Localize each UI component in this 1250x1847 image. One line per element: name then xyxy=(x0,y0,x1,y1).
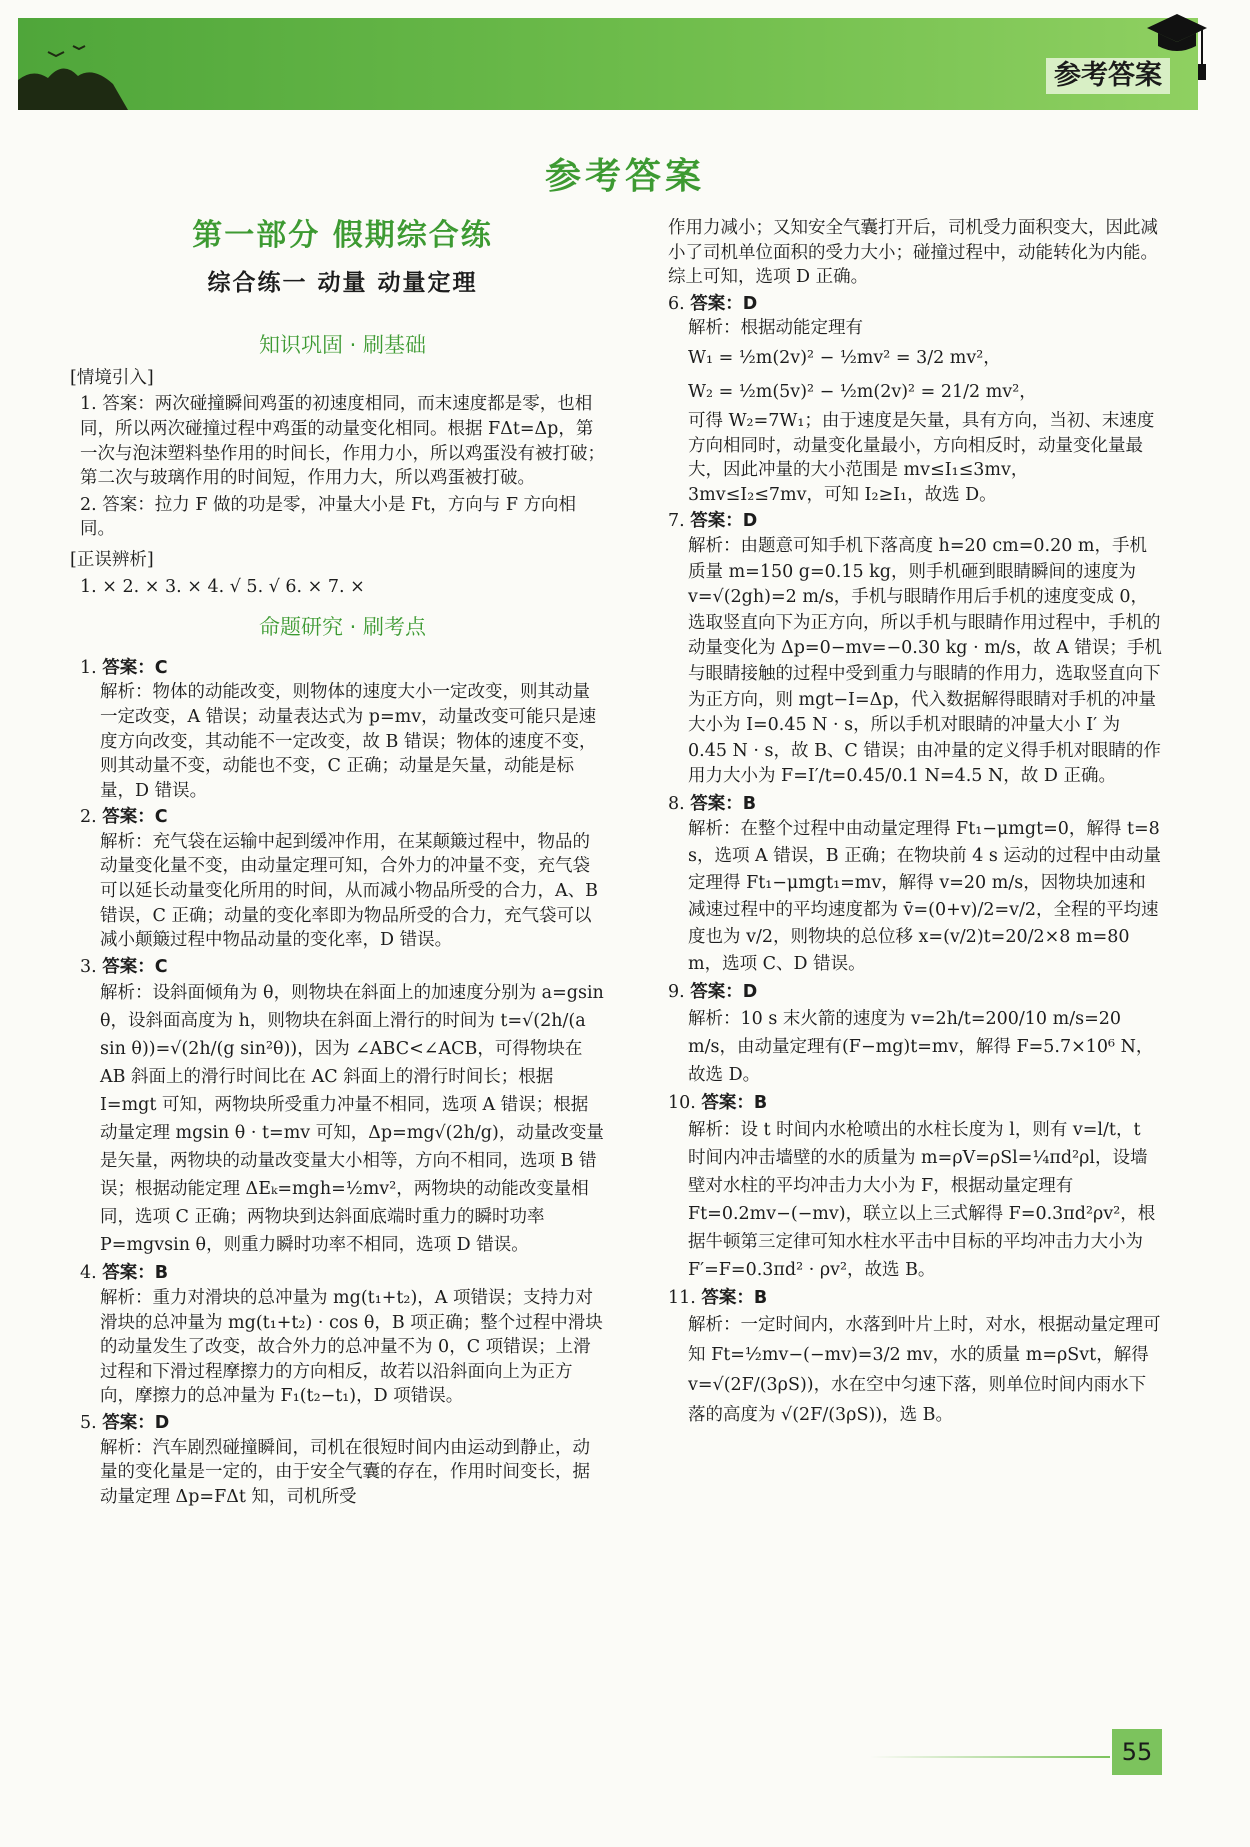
answer-item xyxy=(80,656,605,804)
answer-item xyxy=(80,955,605,1260)
answer-item xyxy=(668,980,1163,1089)
item-number: 4. xyxy=(80,1263,97,1284)
formula-w1: W₁ = ½m(2v)² − ½mv² = 3/2 mv²， xyxy=(688,347,1001,368)
explanation: 解析：设斜面倾角为 θ，则物块在斜面上的加速度分别为 a=gsin θ，设斜面高度为 h，则物块在斜面上滑行的时间为 t=√(2h/(a sin θ))=√(2h/(g sin²θ))，因为 ∠ABC<∠ACB，可得物块在 AB 斜面上的滑行时间比在 AC 斜面上的滑行时间长；根据 I=mgt 可知，两物块所受重力冲量不相同，选项 A 错误；根据动量定理 mgsin θ · t=mv 可知，Δp=mg√(2h/g)，动量改变量是矢量，两物块的动量改变量大小相等，方向不相同，选项 B 错误；根据动能定理 ΔEₖ=mgh=½mv²，两物块的动能改变量相同，选项 C 正确；两物块到达斜面底端时重力的瞬时功率 P=mgvsin θ，则重力瞬时功率不相同，选项 D 错误。 xyxy=(100,983,604,1256)
item-number: 10. xyxy=(668,1093,696,1114)
answer-item xyxy=(668,509,1163,790)
footer-rule xyxy=(870,1756,1110,1758)
left-column xyxy=(70,216,605,1511)
answer-label: 答案：D xyxy=(690,982,758,1003)
answer-label: 答案：B xyxy=(102,1263,169,1284)
answer-item xyxy=(668,792,1163,979)
page-title: 参考答案 xyxy=(544,155,705,197)
explanation: 解析：汽车剧烈碰撞瞬间，司机在很短时间内由运动到静止，动量的变化量是一定的，由于安全气囊的存在，作用时间变长，据动量定理 Δp=FΔt 知，司机所受 xyxy=(100,1437,590,1507)
item-number: 9. xyxy=(668,982,685,1003)
answer-label: 答案：C xyxy=(102,657,168,678)
answer-label: 答案：D xyxy=(690,293,758,314)
item-number: 7. xyxy=(668,511,685,532)
explanation: 解析：根据动能定理有 xyxy=(688,318,863,339)
true-false-answers: 1. × 2. × 3. × 4. √ 5. √ 6. × 7. × xyxy=(80,576,365,597)
explanation: 解析：10 s 末火箭的速度为 v=2h/t=200/10 m/s=20 m/s，由动量定理有(F−mg)t=mv，解得 F=5.7×10⁶ N，故选 D。 xyxy=(688,1009,1154,1086)
explanation-tail: 可得 W₂=7W₁；由于速度是矢量，具有方向，当初、末速度方向相同时，动量变化量最小，方向相反时，动量变化量最大，因此冲量的大小范围是 mv≤I₁≤3mv，3mv≤I₂≤7mv，可知 I₂≥I₁，故选 D。 xyxy=(688,410,1155,505)
answer-label: 答案：C xyxy=(102,807,168,828)
answer-item xyxy=(668,1286,1163,1431)
item-number: 6. xyxy=(668,293,685,314)
continuation-text: 作用力减小；又知安全气囊打开后，司机受力面积变大，因此减小了司机单位面积的受力大小；碰撞过程中，动能转化为内能。综上可知，选项 D 正确。 xyxy=(668,218,1158,288)
answer-label: 答案：D xyxy=(690,511,758,532)
formula-w2: W₂ = ½m(5v)² − ½m(2v)² = 21/2 mv²， xyxy=(688,381,1037,402)
part-title: 第一部分 假期综合练 xyxy=(192,218,493,253)
page-number: 55 xyxy=(1112,1729,1162,1775)
answer-item: 2. 答案：拉力 F 做的功是零，冲量大小是 Ft，方向与 F 方向相同。 xyxy=(80,494,577,540)
right-column xyxy=(668,216,1163,1432)
explanation: 解析：由题意可知手机下落高度 h=20 cm=0.20 m，手机质量 m=150 g=0.15 kg，则手机砸到眼睛瞬间的速度为 v=√(2gh)=2 m/s，手机与眼睛作用后手机的速度变成 0，选取竖直向下为正方向，所以手机与眼睛作用过程中，手机的动量变化为 Δp=0−mv=−0.30 kg · m/s，故 A 错误；手机与眼睛接触的过程中受到重力与眼睛的作用力，选取竖直向下为正方向，则 mgt−I=Δp，代入数据解得眼睛对手机的冲量大小为 I=0.45 N · s，所以手机对眼睛的冲量大小 I′ 为 0.45 N · s，故 B、C 错误；由冲量的定义得手机对眼睛的作用力大小为 F=I′/t=0.45/0.1 N=4.5 N，故 D 正确。 xyxy=(688,535,1162,787)
landscape-silhouette-icon xyxy=(18,40,128,110)
item-number: 5. xyxy=(80,1413,97,1433)
banner-label: 参考答案 xyxy=(1046,58,1170,94)
bracket-label-scenario: [情境引入] xyxy=(70,367,154,388)
item-number: 8. xyxy=(668,793,685,814)
explanation: 解析：设 t 时间内水枪喷出的水柱长度为 l，则有 v=l/t，t 时间内冲击墙壁的水的质量为 m=ρV=ρSl=¼πd²ρl，设墙壁对水柱的平均冲击力大小为 F，根据动量定理有 Ft=0.2mv−(−mv)，联立以上三式解得 F=0.3πd²ρv²，根据牛顿第三定律可知水柱水平击中目标的平均冲击力大小为 F′=F=0.3πd² · ρv²，故选 B。 xyxy=(688,1119,1156,1280)
exercise-title: 综合练一 动量 动量定理 xyxy=(207,269,478,296)
answer-item xyxy=(668,1091,1163,1284)
answer-label: 答案：C xyxy=(102,956,168,977)
section-title-exam: 命题研究 · 刷考点 xyxy=(258,615,427,640)
item-number: 1. xyxy=(80,657,97,678)
item-number: 2. xyxy=(80,807,97,828)
explanation: 解析：物体的动能改变，则物体的速度大小一定改变，则其动量一定改变，A 错误；动量表达式为 p=mv，动量改变可能只是速度方向改变，其动能不一定改变，故 B 错误；物体的速度不变，则其动量不变，动能也不变，C 正确；动量是矢量，动能是标量，D 错误。 xyxy=(100,682,597,801)
bracket-label-true-false: [正误辨析] xyxy=(70,549,154,570)
explanation: 解析：重力对滑块的总冲量为 mg(t₁+t₂)，A 项错误；支持力对滑块的总冲量为 mg(t₁+t₂) · cos θ，B 项正确；整个过程中滑块的动量发生了改变，故合外力的总冲量不为 0，C 项错误；上滑过程和下滑过程摩擦力的方向相反，故若以沿斜面向上为正方向，摩擦力的总冲量为 F₁(t₂−t₁)，D 项错误。 xyxy=(100,1288,603,1407)
header-banner xyxy=(18,18,1198,110)
answer-label: 答案：B xyxy=(701,1287,768,1308)
answer-item xyxy=(80,805,605,953)
explanation: 解析：充气袋在运输中起到缓冲作用，在某颠簸过程中，物品的动量变化量不变，由动量定理可知，合外力的冲量不变，充气袋可以延长动量变化所用的时间，从而减小物品所受的合力，A、B 错误，C 正确；动量的变化率即为物品所受的合力，充气袋可以减小颠簸过程中物品动量的变化率，D 错误。 xyxy=(100,831,598,951)
answer-label: 答案：D xyxy=(102,1413,170,1433)
answer-item: 1. 答案：两次碰撞瞬间鸡蛋的初速度相同，而末速度都是零，也相同，所以两次碰撞过程中鸡蛋的动量变化相同。根据 FΔt=Δp，第一次与泡沫塑料垫作用的时间长，作用力小，所以鸡蛋没有被打破；第二次与玻璃作用的时间短，作用力大，所以鸡蛋被打破。 xyxy=(80,394,605,489)
answer-label: 答案：B xyxy=(690,793,757,814)
explanation: 解析：一定时间内，水落到叶片上时，对水，根据动量定理可知 Ft=½mv−(−mv)=3/2 mv，水的质量 m=ρSvt，解得 v=√(2F/(3ρS))，水在空中匀速下落，则单位时间内雨水下落的高度为 √(2F/(3ρS))，选 B。 xyxy=(688,1315,1161,1426)
answer-item xyxy=(80,1411,605,1509)
item-number: 3. xyxy=(80,956,97,977)
answer-label: 答案：B xyxy=(701,1093,768,1114)
item-number: 11. xyxy=(668,1287,696,1308)
section-title-basics: 知识巩固 · 刷基础 xyxy=(258,333,427,358)
answer-item xyxy=(80,1261,605,1409)
answer-item xyxy=(668,292,1163,508)
explanation: 解析：在整个过程中由动量定理得 Ft₁−μmgt=0，解得 t=8 s，选项 A 错误，B 正确；在物块前 4 s 运动的过程中由动量定理得 Ft₁−μmgt₁=mv，解得 v=20 m/s，因物块加速和减速过程中的平均速度都为 v̄=(0+v)/2=v/2，全程的平均速度也为 v/2，则物块的总位移 x=(v/2)t=20/2×8 m=80 m，选项 C、D 错误。 xyxy=(688,819,1161,975)
